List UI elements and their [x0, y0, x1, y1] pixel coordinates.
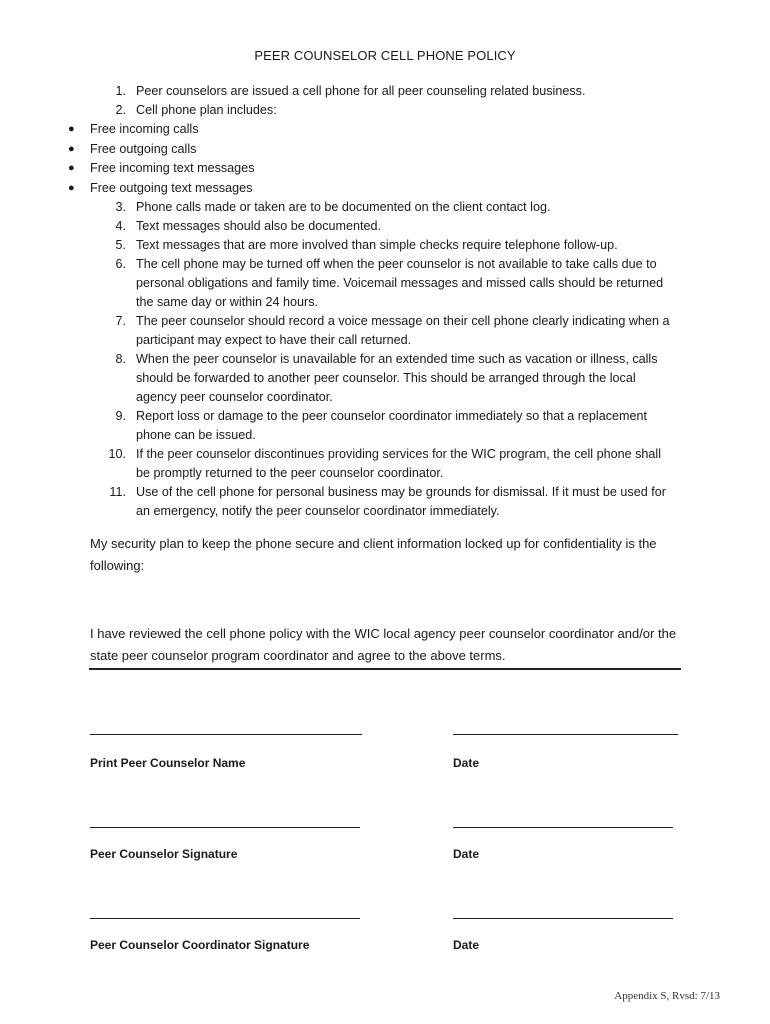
plan-includes-list	[0, 120, 770, 198]
item-number: 5.	[115, 238, 126, 252]
list-item	[0, 236, 676, 255]
signature-label: Peer Counselor Signature	[90, 847, 238, 861]
list-item	[0, 198, 676, 217]
item-text: The peer counselor should record a voice message on their cell phone clearly indicating when a participant may expect to have their call returned.	[136, 314, 670, 347]
print-name-date-line[interactable]	[453, 734, 678, 735]
plan-item	[0, 140, 770, 160]
security-plan-text: My security plan to keep the phone secure and client information locked up for confidentiality is the following:	[90, 536, 657, 573]
list-item	[0, 255, 676, 312]
coordinator-signature-line[interactable]	[90, 918, 360, 919]
item-number: 2.	[115, 103, 126, 117]
signature-line[interactable]	[90, 827, 360, 828]
date-label: Date	[453, 756, 480, 770]
plan-item-text: Free incoming text messages	[90, 161, 255, 175]
item-text: Report loss or damage to the peer counselor coordinator immediately so that a replacement phone can be issued.	[136, 409, 648, 442]
list-item	[0, 312, 676, 350]
item-number: 6.	[115, 257, 126, 271]
item-text: The cell phone may be turned off when the peer counselor is not available to take calls due to personal obligations and family time. Voicemail messages and missed calls should be returned the same day or within 24 hours.	[136, 257, 664, 309]
plan-item-text: Free incoming calls	[90, 122, 199, 136]
item-number: 3.	[115, 200, 126, 214]
bullet-icon: ●	[68, 123, 75, 135]
print-name-line[interactable]	[90, 734, 362, 735]
bullet-icon: ●	[68, 142, 75, 155]
item-number: 7.	[115, 314, 126, 328]
item-number: 9.	[115, 409, 126, 423]
item-number: 10.	[108, 447, 126, 461]
item-text: Peer counselors are issued a cell phone for all peer counseling related business.	[136, 84, 586, 98]
list-item	[0, 407, 676, 445]
page-title: PEER COUNSELOR CELL PHONE POLICY	[254, 48, 516, 63]
plan-item	[0, 179, 770, 199]
item-text: Use of the cell phone for personal business may be grounds for dismissal. If it must be used for an emergency, notify the peer counselor coordinator immediately.	[136, 485, 666, 518]
print-name-label: Print Peer Counselor Name	[90, 756, 246, 770]
list-item	[0, 82, 676, 101]
divider	[89, 668, 681, 670]
item-text: Cell phone plan includes:	[136, 103, 277, 117]
list-item	[0, 217, 676, 236]
item-number: 11.	[109, 485, 126, 499]
item-text: When the peer counselor is unavailable for an extended time such as vacation or illness, calls should be forwarded to another peer counselor. This should be arranged through the local agency peer counselor coordinator.	[136, 352, 658, 404]
list-item	[0, 101, 676, 120]
item-text: If the peer counselor discontinues providing services for the WIC program, the cell phone shall be promptly returned to the peer counselor coordinator.	[136, 447, 662, 480]
list-item	[0, 350, 676, 407]
date-label: Date	[453, 938, 480, 952]
plan-item	[0, 120, 770, 140]
item-text: Phone calls made or taken are to be documented on the client contact log.	[136, 200, 551, 214]
item-text: Text messages that are more involved than simple checks require telephone follow-up.	[136, 238, 618, 252]
item-text: Text messages should also be documented.	[136, 219, 382, 233]
agreement-text: I have reviewed the cell phone policy with the WIC local agency peer counselor coordinator and/or the state peer counselor program coordinator and agree to the above terms.	[90, 626, 677, 663]
date-label: Date	[453, 847, 480, 861]
coordinator-signature-label: Peer Counselor Coordinator Signature	[90, 938, 310, 952]
item-number: 8.	[115, 352, 126, 366]
bullet-icon: ●	[68, 162, 75, 174]
plan-item	[0, 159, 770, 179]
list-item	[0, 483, 676, 521]
signature-date-line[interactable]	[453, 827, 673, 828]
plan-item-text: Free outgoing calls	[90, 141, 197, 156]
item-number: 4.	[115, 219, 126, 233]
plan-item-text: Free outgoing text messages	[90, 180, 253, 195]
list-item	[0, 445, 676, 483]
plan-includes-container	[0, 120, 770, 198]
bullet-icon: ●	[68, 181, 75, 194]
appendix-footer: Appendix S, Rvsd: 7/13	[614, 990, 720, 1002]
policy-list	[0, 82, 770, 521]
coordinator-date-line[interactable]	[453, 918, 673, 919]
item-number: 1.	[115, 84, 126, 98]
